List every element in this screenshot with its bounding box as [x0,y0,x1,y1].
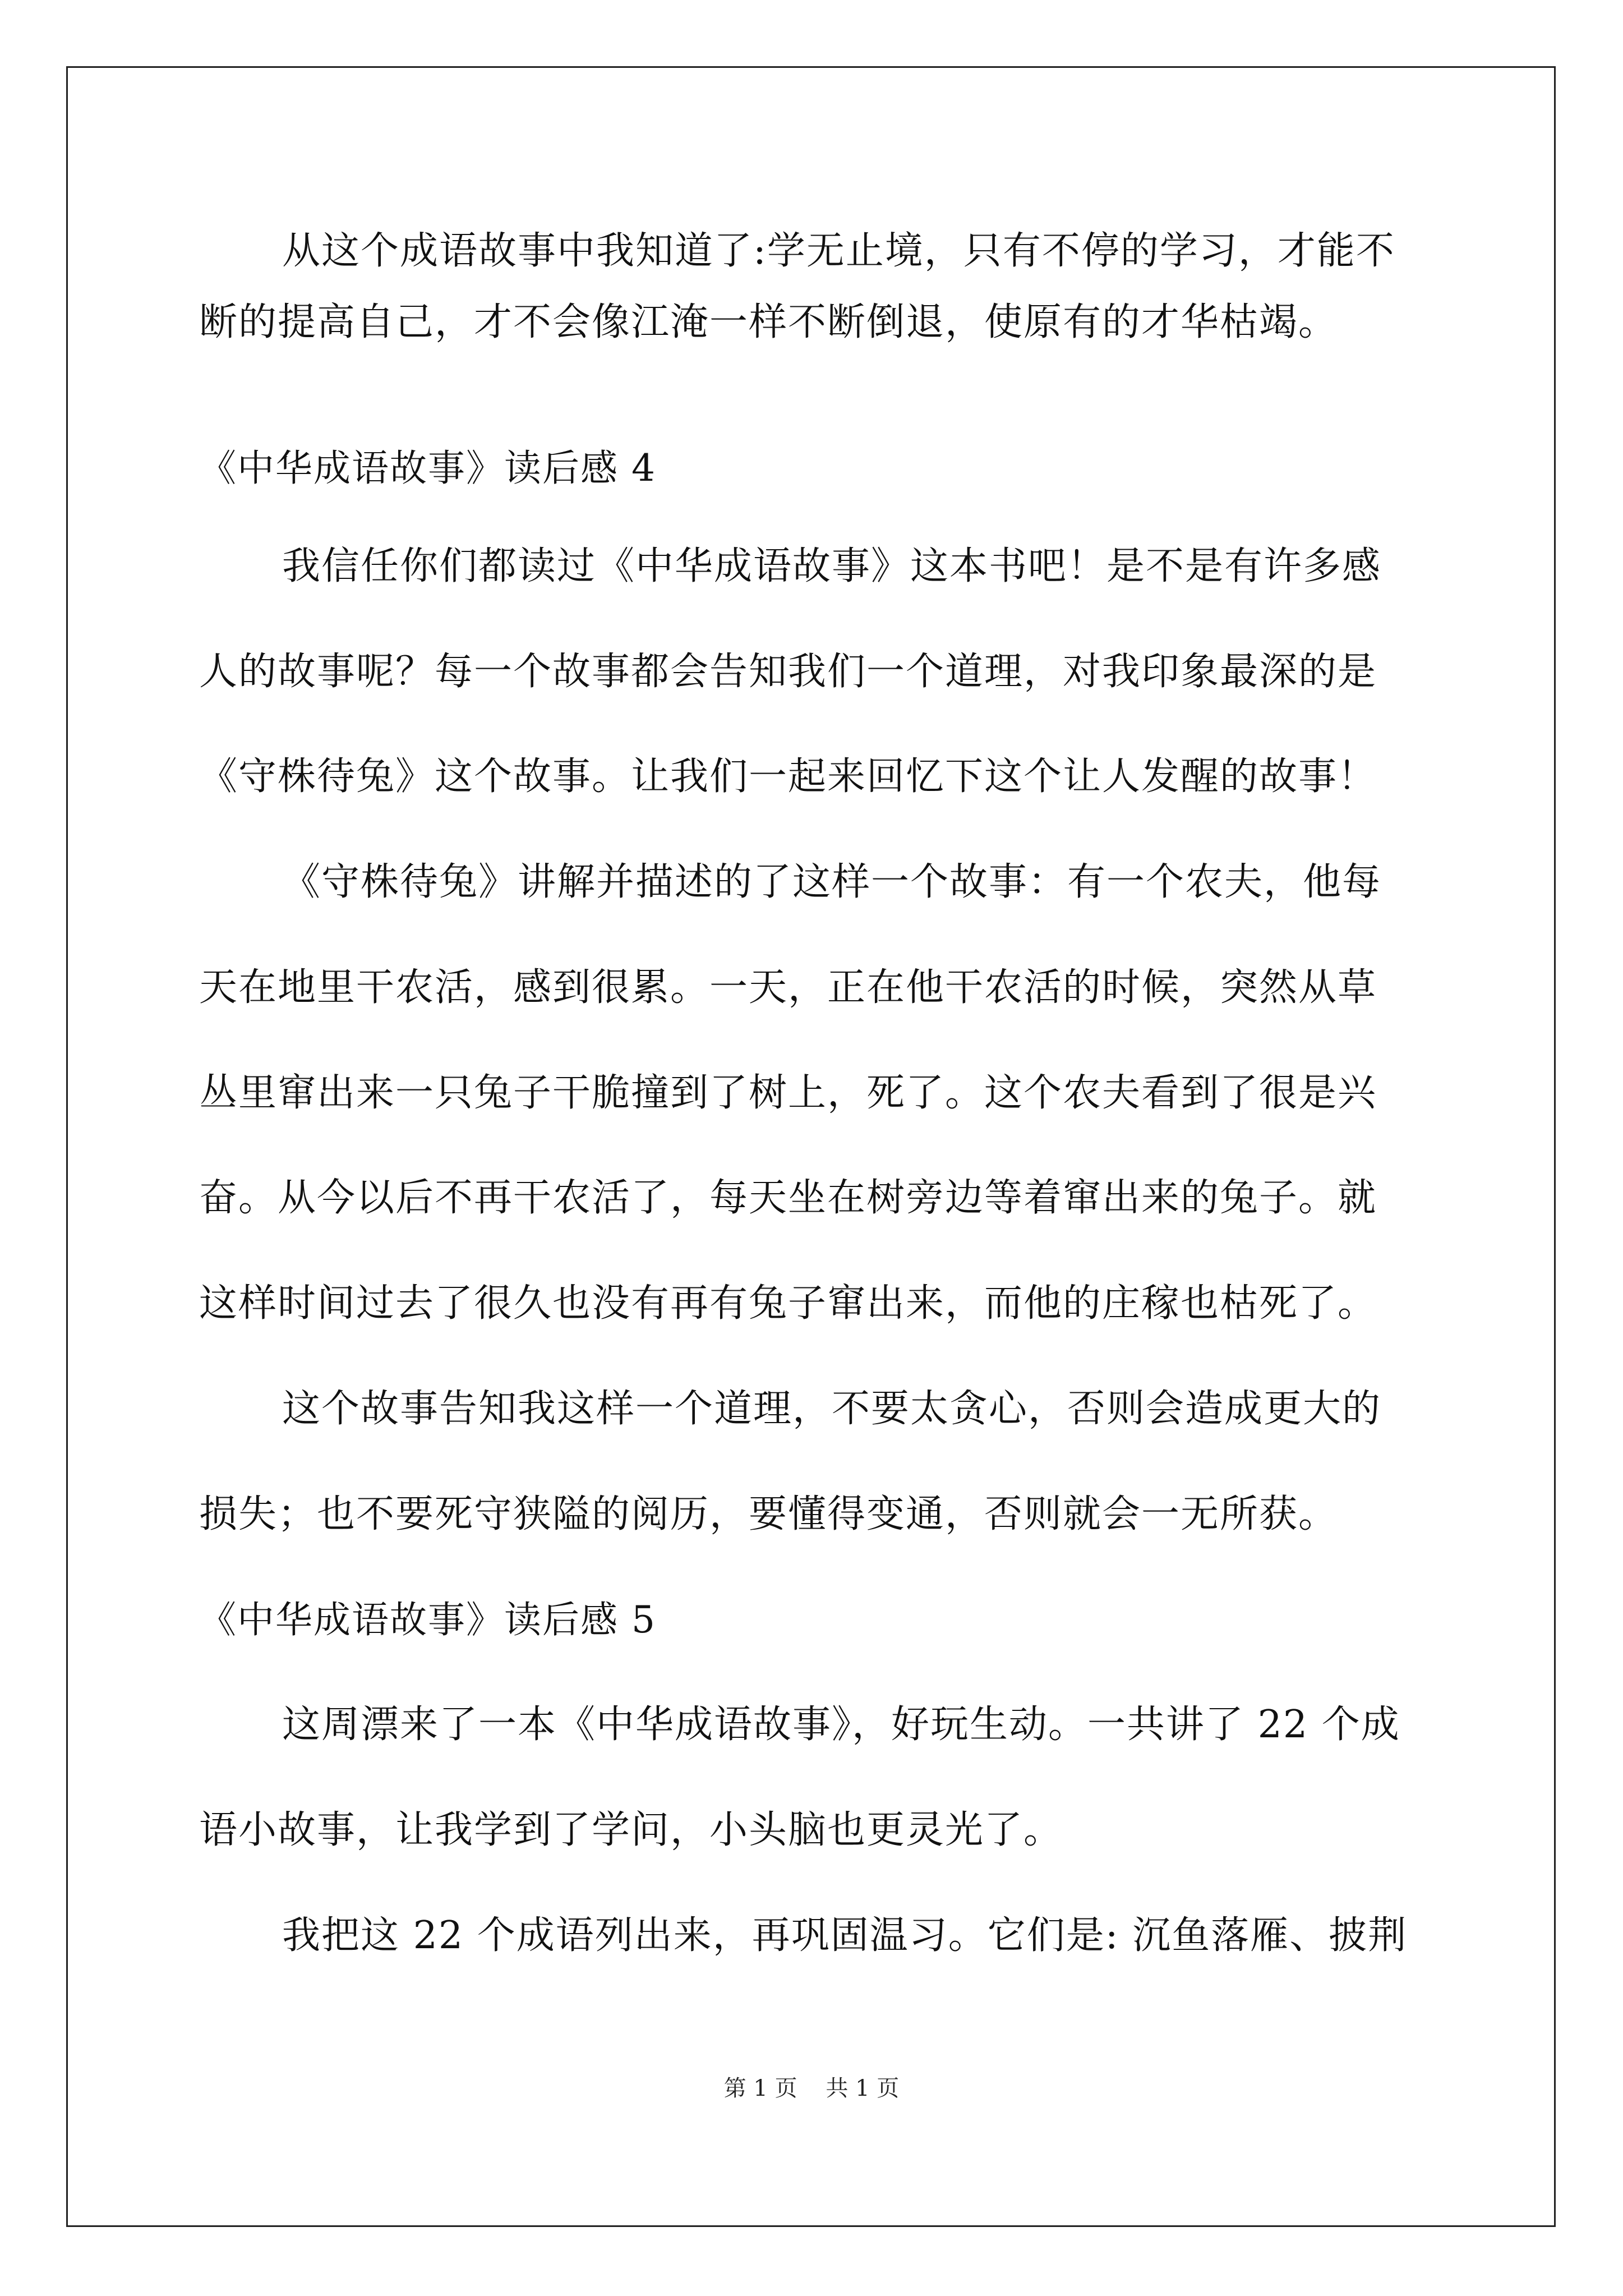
paragraph-line: 这样时间过去了很久也没有再有兔子窜出来，而他的庄稼也枯死了。 [199,1281,1377,1326]
paragraph-line: 从这个成语故事中我知道了:学无止境，只有不停的学习，才能不 [282,229,1395,273]
paragraph-line: 语小故事，让我学到了学问，小头脑也更灵光了。 [199,1808,1063,1852]
paragraph-line: 断的提高自己，才不会像江淹一样不断倒退，使原有的才华枯竭。 [199,300,1338,344]
paragraph-line: 这周漂来了一本《中华成语故事》，好玩生动。一共讲了 22 个成 [282,1703,1400,1747]
paragraph-line: 天在地里干农活，感到很累。一天，正在他干农活的时候，突然从草 [199,965,1377,1010]
paragraph-line: 我信任你们都读过《中华成语故事》这本书吧！是不是有许多感 [282,544,1382,588]
paragraph-line: 《守株待兔》这个故事。让我们一起来回忆下这个让人发醒的故事！ [199,754,1377,799]
paragraph-line: 这个故事告知我这样一个道理，不要太贪心，否则会造成更大的 [282,1387,1382,1431]
paragraph-line: 丛里窜出来一只兔子干脆撞到了树上，死了。这个农夫看到了很是兴 [199,1071,1377,1115]
paragraph-line: 损失；也不要死守狭隘的阅历，要懂得变通，否则就会一无所获。 [199,1492,1338,1536]
paragraph-line: 《守株待兔》讲解并描述的了这样一个故事：有一个农夫，他每 [282,860,1382,904]
section-heading: 《中华成语故事》读后感 4 [199,447,656,490]
section-heading: 《中华成语故事》读后感 5 [199,1598,656,1641]
paragraph-line: 奋。从今以后不再干农活了，每天坐在树旁边等着窜出来的兔子。就 [199,1176,1377,1220]
paragraph-line: 我把这 22 个成语列出来，再巩固温习。它们是: 沉鱼落雁、披荆 [282,1913,1408,1958]
page-border [66,66,1556,2227]
page-number-footer: 第 1 页 共 1 页 [723,2076,900,2101]
paragraph-line: 人的故事呢？每一个故事都会告知我们一个道理，对我印象最深的是 [199,650,1377,694]
